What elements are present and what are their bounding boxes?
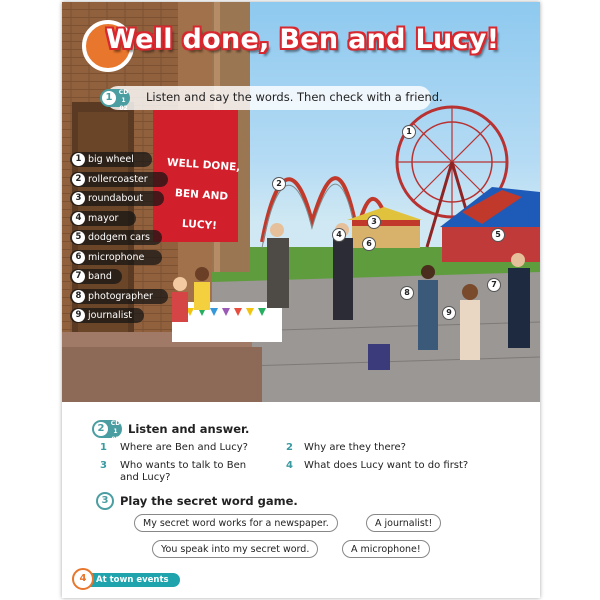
unit-label: At town events	[74, 573, 180, 587]
vocab-item: 8 photographer	[70, 289, 168, 304]
activity-number: 3	[98, 494, 112, 508]
vocab-item: 4 mayor	[70, 211, 136, 226]
activity-number: 2	[94, 422, 108, 436]
page-number: 4	[72, 568, 94, 590]
section-title: Play the secret word game.	[120, 494, 298, 508]
vocab-item: 1 big wheel	[70, 152, 152, 167]
question-number: 1	[100, 442, 107, 453]
vocab-item: 3 roundabout	[70, 191, 164, 206]
question-number: 3	[100, 460, 107, 471]
vocabulary-list	[70, 152, 168, 328]
activity-badge-3	[96, 492, 114, 510]
page-title: Well done, Ben and Lucy!	[106, 24, 500, 55]
banner-text	[161, 147, 242, 242]
scene-marker-6: 6	[362, 237, 376, 251]
textbook-page	[62, 2, 540, 598]
banner-line-1: WELL DONE,	[166, 156, 241, 174]
question-text: Why are they there?	[304, 442, 406, 453]
vocab-item: 5 dodgem cars	[70, 230, 162, 245]
question-text: Where are Ben and Lucy?	[120, 442, 248, 453]
instruction-text: Listen and say the words. Then check with a friend.	[146, 90, 443, 104]
vocab-item: 7 band	[70, 269, 122, 284]
activity-number: 1	[102, 91, 116, 105]
cd-track-label: CD 1 02	[118, 89, 129, 112]
scene-marker-5: 5	[491, 228, 505, 242]
scene-marker-8: 8	[400, 286, 414, 300]
speech-bubble: A microphone!	[342, 540, 430, 558]
speech-bubble: You speak into my secret word.	[152, 540, 318, 558]
fair-illustration	[62, 2, 540, 402]
banner-line-2: BEN AND LUCY!	[174, 187, 229, 233]
vocab-item: 9 journalist	[70, 308, 144, 323]
cd-track-label: CD 1 03	[110, 420, 121, 443]
question-number: 4	[286, 460, 293, 471]
scene-marker-3: 3	[367, 215, 381, 229]
vocab-item: 6 microphone	[70, 250, 162, 265]
speech-bubble: A journalist!	[366, 514, 441, 532]
question-number: 2	[286, 442, 293, 453]
scene-marker-7: 7	[487, 278, 501, 292]
vocab-item: 2 rollercoaster	[70, 172, 168, 187]
section-title: Listen and answer.	[128, 422, 250, 436]
activity-badge-2	[92, 420, 122, 443]
speech-bubble: My secret word works for a newspaper.	[134, 514, 338, 532]
scene-marker-4: 4	[332, 228, 346, 242]
activity-badge-1	[100, 89, 130, 112]
scene-marker-9: 9	[442, 306, 456, 320]
scene-marker-2: 2	[272, 177, 286, 191]
question-text: What does Lucy want to do first?	[304, 460, 469, 471]
scene-marker-1: 1	[402, 125, 416, 139]
question-text: Who wants to talk to Ben and Lucy?	[120, 460, 247, 483]
